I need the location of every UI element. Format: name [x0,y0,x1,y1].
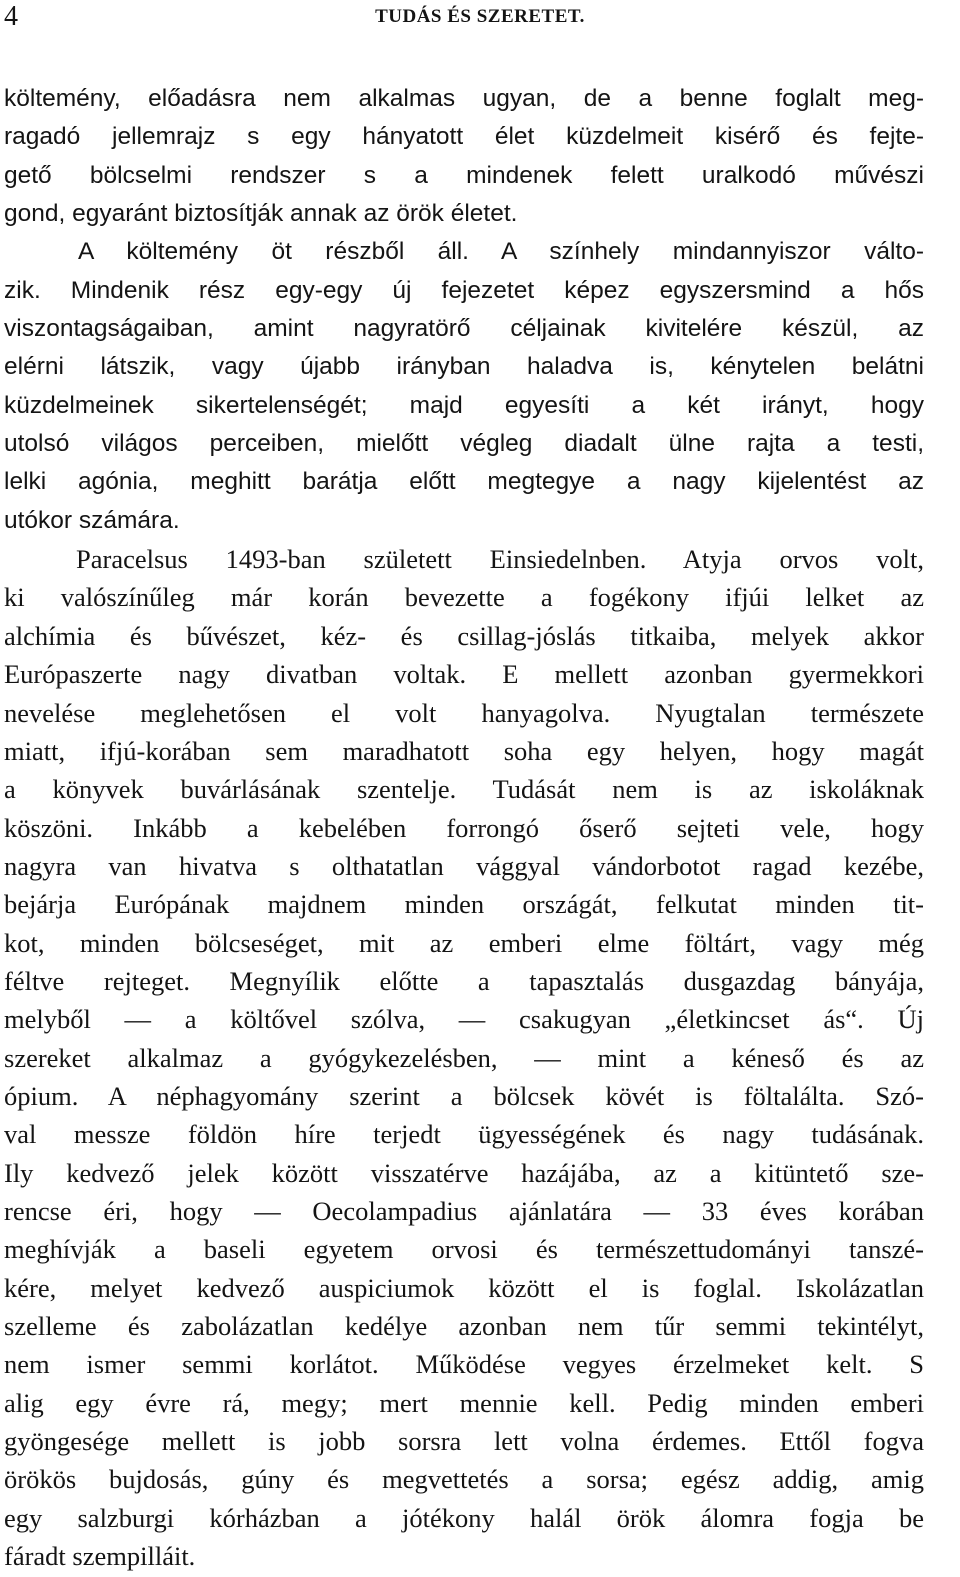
text-line: szelleme és zabolázatlan kedélye azonban nem tűr semmi tekintélyt, [4,1311,924,1341]
text-line: Paracelsus 1493-ban született Einsiedelnben. Atyja orvos volt, [76,544,924,575]
text-line: val messze földön híre terjedt ügyességének és nagy tudásának. [4,1119,924,1150]
text-line: elérni látszik, vagy újabb irányban haladva is, kénytelen belátni [4,353,924,381]
text-line: költemény, előadásra nem alkalmas ugyan, de a benne foglalt meg- [4,85,924,112]
text-line: alchímia és bűvészet, kéz- és csillag-jóslás titkaiba, melyek akkor [4,620,924,651]
text-line: gető bölcselmi rendszer s a mindenek felett uralkodó művészi [4,161,924,189]
page-number: 4 [4,1,18,32]
text-line: ki valószínűleg már korán bevezette a fogékony ifjúi lelket az [4,582,924,613]
text-line: viszontagságaiban, amint nagyratörő céljainak kivitelére készül, az [4,315,924,343]
text-line: egy salzburgi kórházban a jótékony halál örök álomra fogja be [4,1502,924,1533]
body-text [4,80,924,1575]
text-line: kot, minden bölcseséget, mit az emberi elme föltárt, vagy még [4,927,924,958]
text-line: bejárja Európának majdnem minden országát, felkutat minden tit- [4,889,924,920]
text-line: miatt, ifjú-korában sem maradhatott soha egy helyen, hogy magát [4,735,924,766]
text-line: örökös bujdosás, gúny és megvettetés a sorsa; egész addig, amig [4,1464,924,1495]
text-line: köszöni. Inkább a kebelében forrongó őserő sejteti vele, hogy [4,812,924,843]
text-line: kére, melyet kedvező auspiciumok között el is foglal. Iskolázatlan [4,1272,924,1303]
text-line: fáradt szempilláit. [4,1541,196,1572]
text-line: Ily kedvező jelek között visszatérve hazájába, az a kitüntető sze- [4,1157,924,1188]
text-line: ragadó jellemrajz s egy hányatott élet küzdelmeit kisérő és fejte- [4,123,924,151]
text-line: gond, egyaránt biztosítják annak az örök életet. [4,200,518,228]
text-line: nagyra van hivatva s olthatatlan vággyal vándorbotot ragad kezébe, [4,850,924,881]
text-line: nem ismer semmi korlátot. Működése vegyes érzelmeket kelt. S [4,1349,924,1380]
text-line: nevelése meglehetősen el volt hanyagolva. Nyugtalan természete [4,697,924,728]
text-line: A költemény öt részből áll. A színhely mindannyiszor válto- [78,238,924,266]
text-line: alig egy évre rá, megy; mert mennie kell. Pedig minden emberi [4,1387,924,1418]
text-line: ópium. A néphagyomány szerint a bölcsek kövét is föltalálta. Szó- [4,1080,924,1111]
text-line: szereket alkalmaz a gyógykezelésben, — mint a kéneső és az [4,1042,924,1073]
page-header [0,2,960,32]
running-head: TUDÁS ÉS SZERETET. [375,6,585,27]
text-line: féltve rejteget. Megnyílik előtte a tapasztalás dusgazdag bányája, [4,965,924,996]
text-line: lelki agónia, meghitt barátja előtt megtegye a nagy kijelentést az [4,468,924,496]
text-line: utolsó világos perceiben, mielőtt végleg diadalt ülne rajta a testi, [4,430,924,458]
text-line: Európaszerte nagy divatban voltak. E mellett azonban gyermekkori [4,659,924,690]
text-line: zik. Mindenik rész egy-egy új fejezetet képez egyszersmind a hős [4,276,924,304]
text-line: a könyvek buvárlásának szentelje. Tudását nem is az iskoláknak [4,774,924,805]
text-line: rencse éri, hogy — Oecolampadius ajánlatára — 33 éves korában [4,1195,924,1226]
text-line: meghívják a baseli egyetem orvosi és természettudományi tanszé- [4,1234,924,1265]
text-line: melyből — a költővel szólva, — csakugyan „életkincset ás“. Új [4,1004,924,1035]
text-line: gyöngesége mellett is jobb sorsra lett volna érdemes. Ettől fogva [4,1426,924,1457]
text-line: küzdelmeinek sikertelenségét; majd egyesíti a két irányt, hogy [4,391,924,419]
text-line: utókor számára. [4,506,180,534]
